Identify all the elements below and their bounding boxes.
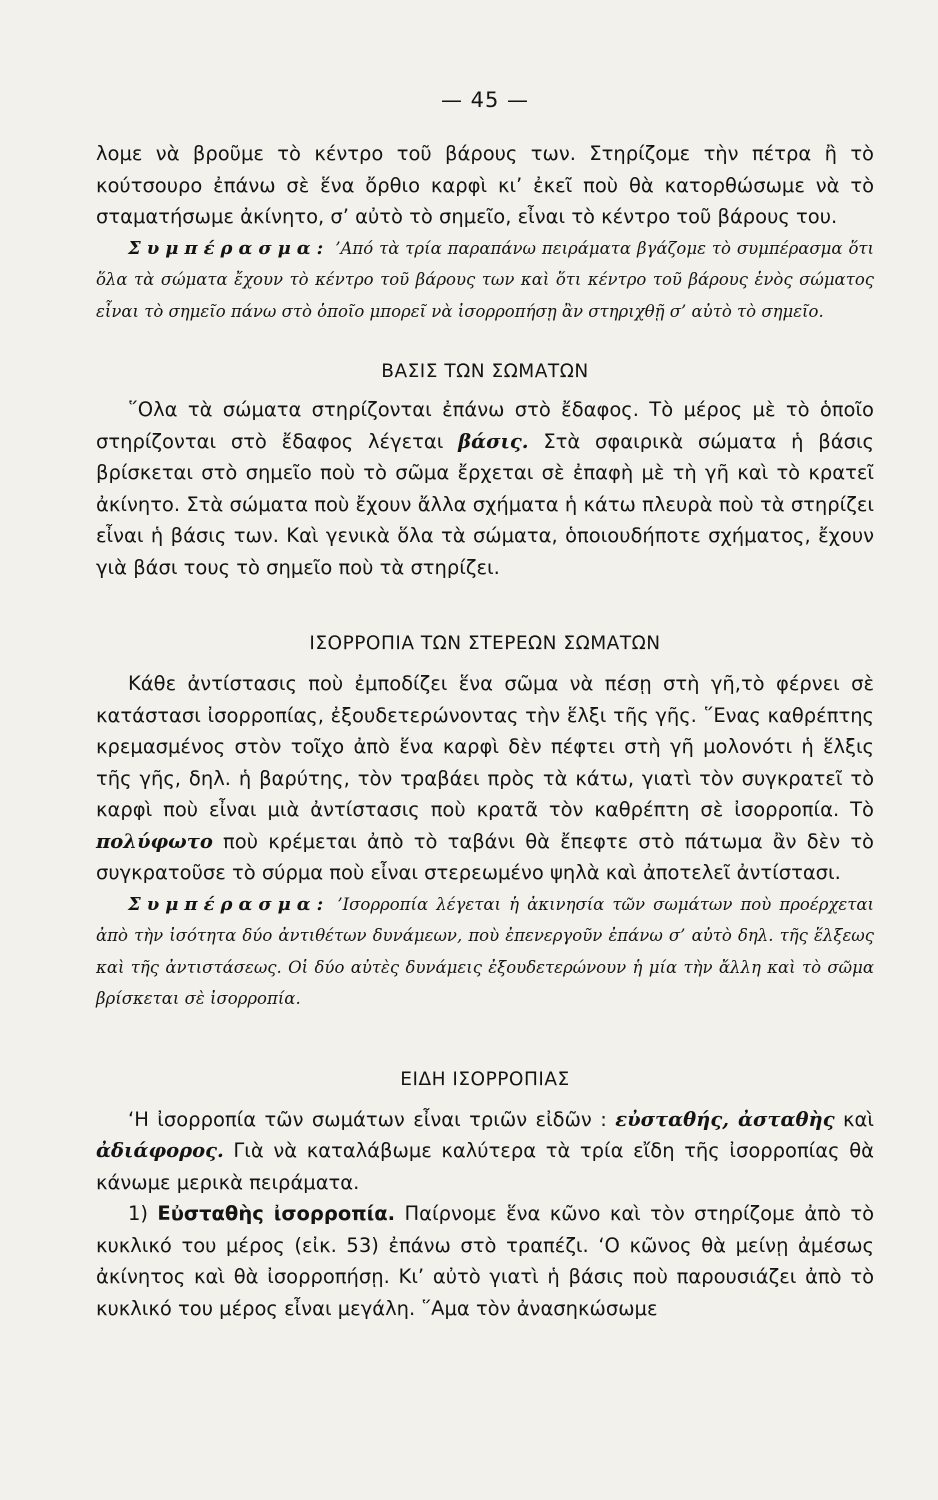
conclusion-2-text: ’Ισορροπία λέγεται ἡ ἀκινησία τῶν σωμάτων ποὺ προέρχεται ἀπὸ τὴν ἰσότητα δύο ἀντιθέτων δυνάμεων, ποὺ ἐπενεργοῦν ἐπάνω σ’ αὐτὸ δηλ. τῆς ἕλξεως καὶ τῆς ἀντιστάσεως. Οἱ δύο αὐτὲς δυνάμεις ἐξουδετερώνουν ἡ μία τὴν ἄλλη καὶ τὸ σῶμα βρίσκεται σὲ ἰσορροπία. — [96, 894, 874, 1008]
equilibrium-text-2: ποὺ κρέμεται ἀπὸ τὸ ταβάνι θὰ ἔπεφτε στὸ πάτωμα ἂν δὲν τὸ συγκρατοῦσε τὸ σύρμα ποὺ εἶναι στερεωμένο ψηλὰ καὶ ἀποτελεῖ ἀντίστασι. — [96, 829, 874, 884]
heading-equilibrium: ΙΣΟΡΡΟΠΙΑ ΤΩΝ ΣΤΕΡΕΩΝ ΣΩΜΑΤΩΝ — [309, 633, 661, 654]
basis-text-2: Στὰ σφαιρικὰ σώματα ἡ βάσις βρίσκεται στὸ σημεῖο ποὺ τὸ σῶμα ἔρχεται σὲ ἐπαφὴ μὲ τὴ γῆ καὶ τὸ κρατεῖ ἀκίνητο. Στὰ σώματα ποὺ ἔχουν ἄλλα σχήματα ἡ κάτω πλευρὰ ποὺ τὰ στηρίζει εἶναι ἡ βάσις των. Καὶ γενικὰ ὅλα τὰ σώματα, ὁποιουδήποτε σχήματος, ἔχουν γιὰ βάσι τους τὸ σημεῖο ποὺ τὰ στηρίζει. — [96, 429, 875, 579]
conclusion-1-text: ’Από τὰ τρία παραπάνω πειράματα βγάζομε τὸ συμπέρασμα ὅτι ὅλα τὰ σώματα ἔχουν τὸ κέντρο τοῦ βάρους των καὶ ὅτι κέντρο τοῦ βάρους ἑνὸς σώματος εἶναι τὸ σημεῖο πάνω στὸ ὁποῖο μπορεῖ νὰ ἰσορροπήσῃ ἂν στηριχθῇ σ’ αὐτὸ τὸ σημεῖο. — [96, 238, 874, 321]
intro-paragraph: λομε νὰ βροῦμε τὸ κέντρο τοῦ βάρους των. Στηρίζομε τὴν πέτρα ἢ τὸ κούτσουρο ἐπάνω σὲ ἕνα ὄρθιο καρφὶ κι’ ἐκεῖ ποὺ θὰ κατορθώσωμε νὰ τὸ σταματήσωμε ἀκίνητο, σ’ αὐτὸ τὸ σημεῖο, εἶναι τὸ κέντρο τοῦ βάρους του. — [96, 142, 874, 228]
stable-term: Εὐσταθὴς ἰσορροπία. — [157, 1202, 396, 1225]
conclusion-2-label: Συμπέρασμα: — [128, 893, 330, 915]
stable-number: 1) — [128, 1202, 158, 1225]
heading-basis: ΒΑΣΙΣ ΤΩΝ ΣΩΜΑΤΩΝ — [381, 361, 589, 382]
basis-paragraph — [96, 394, 874, 583]
stable-text: Παίρνομε ἕνα κῶνο καὶ τὸν στηρίζομε ἀπὸ τὸ κυκλικό του μέρος (εἰκ. 53) ἐπάνω στὸ τραπέζι. ‘Ο κῶνος θὰ μείνῃ ἀμέσως ἀκίνητος καὶ θὰ ἰσορροπήσῃ. Κι’ αὐτὸ γιατὶ ἡ βάσις ποὺ παρουσιάζει ἀπὸ τὸ κυκλικό του μέρος εἶναι μεγάλη. ῞Αμα τὸν ἀνασηκώσωμε — [96, 1202, 875, 1320]
kinds-term-2: ἀδιάφορος. — [96, 1139, 224, 1162]
basis-term: βάσις. — [458, 429, 529, 453]
conclusion-1 — [96, 233, 874, 328]
conclusion-2 — [96, 889, 874, 1015]
conclusion-1-label: Συμπέρασμα: — [128, 237, 330, 259]
page-number: — 45 — — [440, 88, 530, 112]
kinds-paragraph — [96, 1104, 874, 1199]
stable-paragraph — [96, 1198, 874, 1324]
equilibrium-text-1: Κάθε ἀντίστασις ποὺ ἐμποδίζει ἕνα σῶμα νὰ πέσῃ στὴ γῆ,τὸ φέρνει σὲ κατάστασι ἰσορροπίας, ἐξουδετερώνοντας τὴν ἕλξι τῆς γῆς. ῞Ενας καθρέπτης κρεμασμένος στὸν τοῖχο ἀπὸ ἕνα καρφὶ δὲν πέφτει στὴ γῆ μολονότι ἡ ἕλξις τῆς γῆς, δηλ. ἡ βαρύτης, τὸν τραβάει πρὸς τὰ κάτω, γιατὶ τὸν συγκρατεῖ τὸ καρφὶ ποὺ εἶναι μιὰ ἀντίστασις ποὺ κρατᾶ τὸν καθρέπτη σὲ ἰσορροπία. Τὸ — [96, 672, 874, 821]
kinds-text-1: ‘Η ἰσορροπία τῶν σωμάτων εἶναι τριῶν εἰδῶν : — [128, 1107, 616, 1131]
kinds-term-1: εὐσταθής, ἀσταθὴς — [615, 1107, 835, 1131]
kinds-text-2: καὶ — [834, 1107, 874, 1131]
basis-text-1: ῞Ολα τὰ σώματα στηρίζονται ἐπάνω στὸ ἔδαφος. Τὸ μέρος μὲ τὸ ὁποῖο στηρίζονται στὸ ἔδαφος λέγεται — [96, 398, 874, 453]
equilibrium-paragraph — [96, 668, 874, 889]
equilibrium-term: πολύφωτο — [96, 829, 213, 853]
heading-kinds: ΕΙΔΗ ΙΣΟΡΡΟΠΙΑΣ — [400, 1068, 570, 1090]
kinds-text-3: Γιὰ νὰ καταλάβωμε καλύτερα τὰ τρία εἴδη τῆς ἰσορροπίας θὰ κάνωμε μερικὰ πειράματα. — [96, 1139, 874, 1194]
